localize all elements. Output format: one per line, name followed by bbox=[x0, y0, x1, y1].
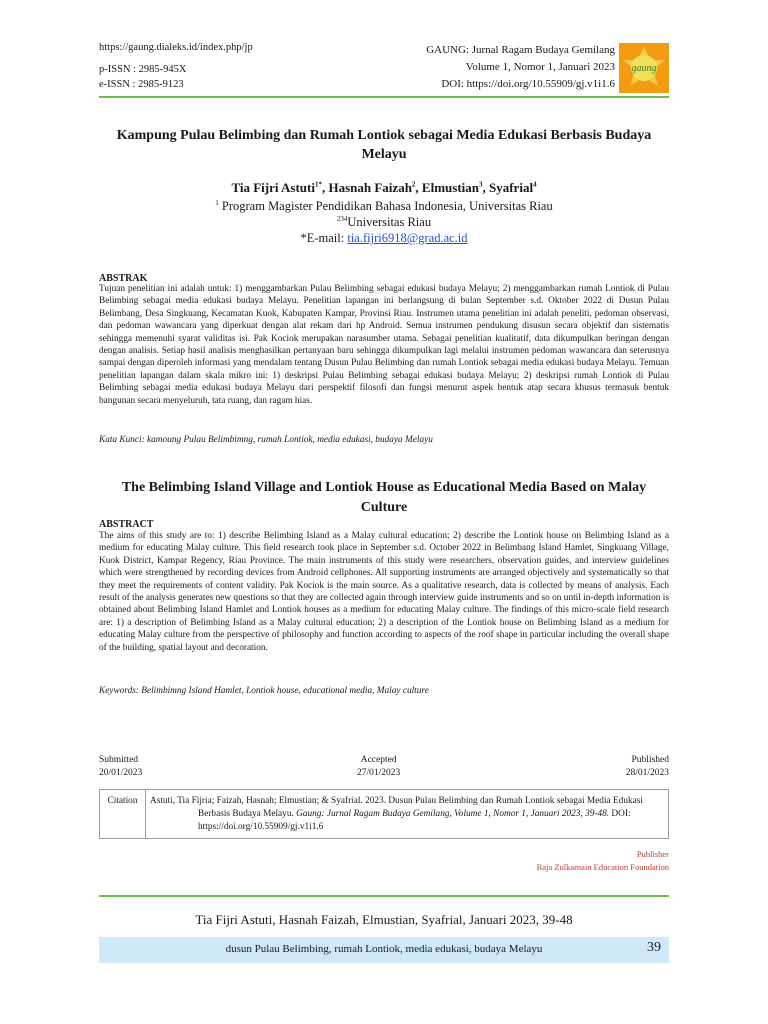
email-link[interactable]: tia.fijri6918@grad.ac.id bbox=[347, 231, 468, 245]
english-keywords: Keywords: Belimbimng Island Hamlet, Lontiok house, educational media, Malay culture bbox=[99, 686, 429, 696]
volume-info: Volume 1, Nomor 1, Januari 2023 bbox=[465, 61, 615, 73]
footer-band bbox=[99, 937, 669, 963]
footer-keywords: dusun Pulau Belimbing, rumah Lontiok, media edukasi, budaya Melayu bbox=[225, 943, 543, 955]
journal-url[interactable]: https://gaung.dialeks.id/index.php/jp bbox=[99, 42, 253, 53]
footer-divider bbox=[99, 895, 669, 897]
author-sup: 3 bbox=[479, 180, 483, 189]
accepted-block: Accepted 27/01/2023 bbox=[357, 755, 401, 778]
abstract-heading: ABSTRACT bbox=[99, 519, 154, 530]
publisher-name: Raja Zulkarnain Education Foundation bbox=[536, 862, 669, 872]
article-title: Kampung Pulau Belimbing dan Rumah Lontiok sebagai Media Edukasi Berbasis Budaya Melayu bbox=[116, 128, 652, 162]
publisher-label: Publisher bbox=[636, 849, 669, 859]
journal-name: GAUNG: Jurnal Ragam Budaya Gemilang bbox=[426, 44, 615, 56]
header-right bbox=[426, 42, 615, 93]
page-number: 39 bbox=[647, 940, 661, 955]
author-list bbox=[99, 180, 669, 196]
publisher-info bbox=[537, 848, 669, 874]
affiliation-1: $^1$ Program Magister Pendidikan Bahasa Indonesia, Universitas Riau bbox=[215, 198, 553, 213]
gaung-logo bbox=[619, 43, 669, 93]
published-block: Published 28/01/2023 bbox=[625, 755, 669, 778]
p-issn: p-ISSN : 2985-945X bbox=[99, 64, 187, 75]
abstrak-text: Tujuan penelitian ini adalah untuk: 1) menggambarkan Pulau Belimbing sebagai edukasi budaya Melayu; 2) menggambarkan rumah Lontiok di Pulau Belimbing sebagai media edukasi budaya Melayu. Penelitian lapangan ini berlangsung di bulan September s.d. Oktober 2022 di Dusun Pulau Belimbang, Desa Singkuang, Kecamatan Kuok, Kabupaten Kampar, Provinsi Riau. Instrumen utama penelitian ini adalah peneliti, pedoman observasi, dan pedoman wawancara yang diperkuat dengan alat rekam dari hp Android. Semua instrumen pendukung disusun secara objektif dan sistematis sehingga memenuhi syarat validitas isi. Pak Kociok merupakan narasumber utama. Sebagai penelitian kualitatif, data dikumpulkan beringan dengan dengan analisis. Setiap hasil analisis menghasilkan pertanyaan baru sehingga dikumpulkan lagi melalui instrumen pedoman wawancara dan seterusnya sampai dengan diperoleh informasi yang mendalam tentang Dusun Pulau Belimbing dan rumah Lontiok sebagai media edukasi budaya Melayu. Temuan penelitian lapangan dalam skala mikro ini: 1) deskripsi Pulau Belimbing sebagai edukasi budaya Melayu; 2) deskripsi rumah Lontiok di Pulau Belimbing sebagai media edukasi budaya Melayu dari perspektif filosofi dan fungsi menurut aspek bentuk atap secara khusus termasuk bentuk bangunan secara menyeluruh, tata ruang, dan ragam hias. bbox=[99, 284, 669, 406]
affiliations bbox=[99, 198, 669, 246]
author-sup: 2 bbox=[411, 180, 416, 189]
author-sup: 1* bbox=[314, 180, 322, 189]
citation-label: Citation bbox=[100, 790, 146, 838]
author-name: , Elmustian bbox=[415, 180, 479, 195]
e-issn: e-ISSN : 2985-9123 bbox=[99, 79, 184, 90]
author-sup: 4 bbox=[533, 180, 537, 189]
citation-text: Astuti, Tia Fijria; Faizah, Hasnah; Elmustian; & Syafrial. 2023. Dusun Pulau Belimbing dan Rumah Lontiok sebagai Media Edukasi Berbasis Budaya Melayu. Gaung: Jurnal Ragam Budaya Gemilang, Volume 1, Nomor 1, Januari 2023, 39-48. DOI: https://doi.org/10.55909/gj.v1i1.6 bbox=[150, 796, 643, 832]
author-name: Tia Fijri Astuti bbox=[231, 180, 315, 195]
english-title: The Belimbing Island Village and Lontiok House as Educational Media Based on Malay Culture bbox=[121, 480, 647, 515]
abstrak-heading: ABSTRAK bbox=[99, 273, 148, 284]
header-doi[interactable]: DOI: https://doi.org/10.55909/gj.v1i1.6 bbox=[441, 78, 615, 90]
kata-kunci: Kata Kunci: kamoung Pulau Belimbimng, rumah Lontiok, media edukasi, budaya Melayu bbox=[99, 435, 433, 445]
footer-citation: Tia Fijri Astuti, Hasnah Faizah, Elmustian, Syafrial, Januari 2023, 39-48 bbox=[195, 912, 573, 927]
email-line: *E-mail: tia.fijri6918@grad.ac.id bbox=[300, 231, 468, 245]
affiliation-2: $^{234}$Universitas Riau bbox=[336, 214, 432, 229]
logo-text: gaung bbox=[631, 63, 657, 74]
header-left bbox=[99, 40, 253, 92]
author-name: , Hasnah Faizah bbox=[321, 180, 412, 195]
abstract-text: The aims of this study are to: 1) describe Belimbing Island as a Malay cultural education; 2) describe the Lontiok house on Belimbing Island as a medium for educating Malay culture. This field research took place in September s.d. October 2022 in Belimbang Island Hamlet, Singkuang Village, Kuok District, Kampar Regency, Riau Province. The main instruments of this study were researchers, observation guides, and interview guidelines which were strengthened by recording devices from Android cellphones. All supporting instruments are arranged objectively and systematically so that they meet the requirements of content validity. Pak Kociok is the main source. As a qualitative research, data is collected by means of analysis. Each result of the analysis generates new questions so that they are collected again through interview guide instruments and so on until in-depth information is obtained about Belimbing Island Hamlet and Lontiok houses as a medium for educating Malay culture. The findings of this micro-scale field research are: 1) a description of Belimbing Island as a Malay cultural education; 2) a description of the Lontiok house on Belimbing Island as a medium for educating Malay culture from the perspective of philosophy and function according to aspects of the roof shape in particular including the overall shape of the building, spatial layout and decoration. bbox=[99, 531, 669, 653]
author-name: , Syafrial bbox=[482, 180, 534, 195]
citation-box bbox=[99, 789, 669, 839]
header-divider bbox=[99, 96, 669, 98]
submitted-block: Submitted 20/01/2023 bbox=[99, 755, 143, 778]
